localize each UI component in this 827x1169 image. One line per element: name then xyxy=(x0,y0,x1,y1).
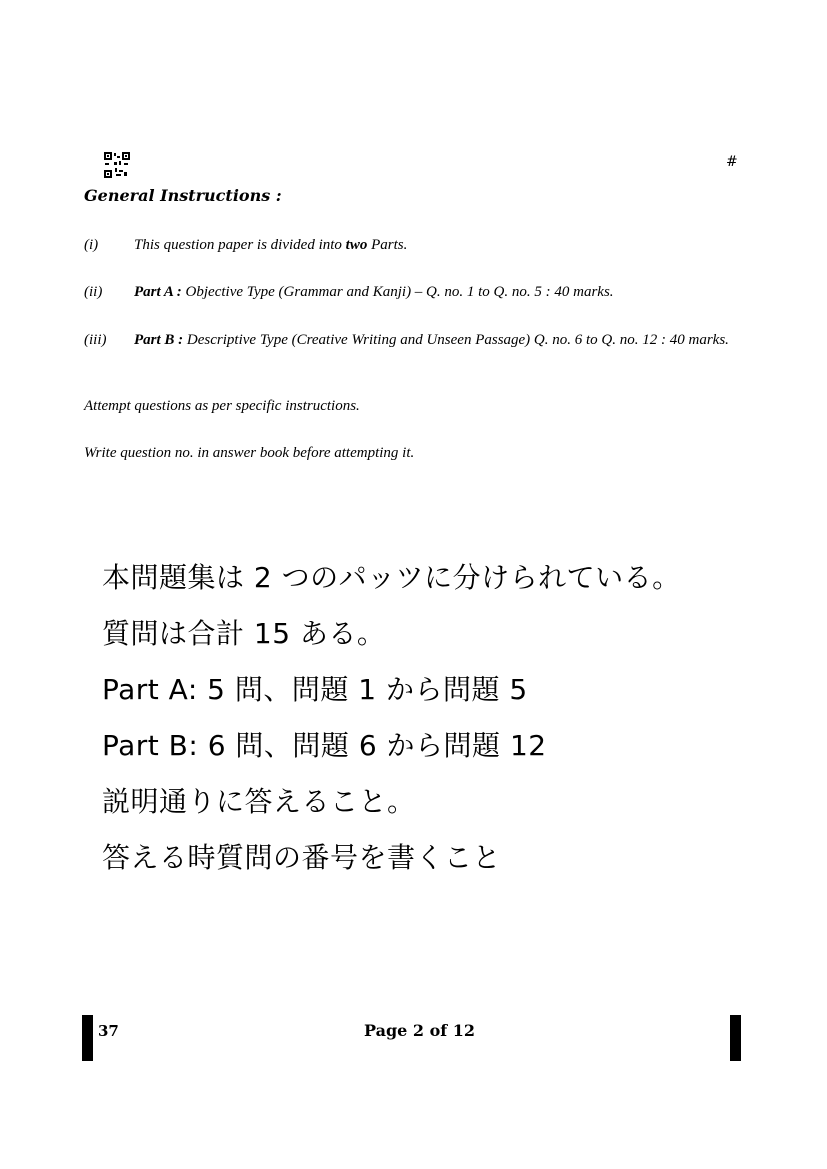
instruction-item xyxy=(84,329,744,351)
instruction-bold: two xyxy=(345,237,368,253)
instruction-number: (i) xyxy=(84,237,99,253)
instruction-text: Part B : Descriptive Type (Creative Writing and Unseen Passage) Q. no. 6 to Q. no. 12 : 40 marks. xyxy=(134,332,729,348)
instruction-text: This question paper is divided into two Parts. xyxy=(134,237,408,253)
qr-code-icon xyxy=(104,152,130,178)
japanese-instruction-line: 説明通りに答えること。 xyxy=(102,785,416,818)
footer-left-bar xyxy=(82,1015,93,1061)
instruction-bold: Part A : xyxy=(134,284,182,300)
instruction-note: Write question no. in answer book before attempting it. xyxy=(84,445,415,461)
general-instructions-heading: General Instructions : xyxy=(84,186,282,205)
japanese-instruction-line: Part A: 5 問、問題 1 から問題 5 xyxy=(102,673,528,706)
japanese-instruction-line: 質問は合計 15 ある。 xyxy=(102,617,386,650)
japanese-instruction-line: 本問題集は 2 つのパッツに分けられている。 xyxy=(102,561,681,594)
footer-code: 37 xyxy=(98,1022,119,1040)
instruction-item xyxy=(84,234,744,256)
instruction-number: (iii) xyxy=(84,332,107,348)
page-marker: # xyxy=(726,154,738,170)
instruction-note: Attempt questions as per specific instructions. xyxy=(84,398,360,414)
footer-right-bar xyxy=(730,1015,741,1061)
instruction-bold: Part B : xyxy=(134,332,184,348)
instruction-text: Part A : Objective Type (Grammar and Kanji) – Q. no. 1 to Q. no. 5 : 40 marks. xyxy=(134,284,614,300)
instruction-number: (ii) xyxy=(84,284,103,300)
instruction-item xyxy=(84,281,744,303)
japanese-instruction-line: Part B: 6 問、問題 6 から問題 12 xyxy=(102,729,547,762)
page-number: Page 2 of 12 xyxy=(364,1021,475,1040)
japanese-instruction-line: 答える時質問の番号を書くこと xyxy=(102,841,502,874)
